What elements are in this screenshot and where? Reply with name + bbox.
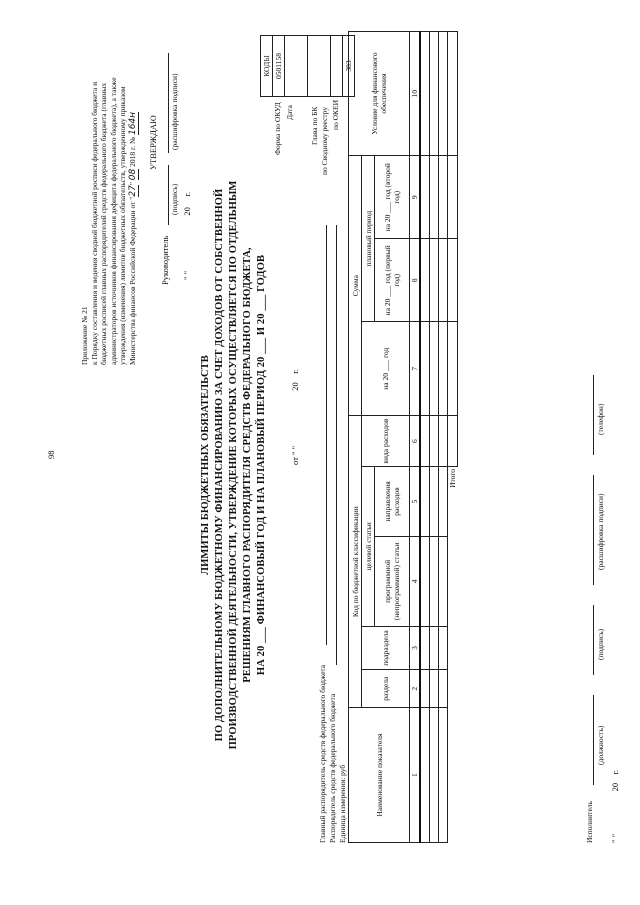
unit-label: Единица измерения: руб <box>338 764 347 843</box>
approval-date: " " 20 г. <box>182 191 192 280</box>
doc-title-1: ЛИМИТЫ БЮДЖЕТНЫХ ОБЯЗАТЕЛЬСТВ <box>200 355 211 575</box>
appendix-line: утверждения (изменения) лимитов бюджетных обязательств, утвержденному приказом <box>118 86 127 365</box>
col-plan1: на 20 ___ год (первый год) <box>375 239 410 322</box>
total-row <box>447 32 457 843</box>
limits-table <box>348 31 458 843</box>
decode-caption-footer: (расшифровка подписи) <box>596 493 605 570</box>
col-year: на 20 ___ год <box>362 322 410 416</box>
okei-label: по ОКЕИ <box>331 99 340 130</box>
phone-caption: (телефон) <box>596 403 605 435</box>
col-direction: направления расходов <box>375 466 410 536</box>
handwritten-day: 27 <box>127 185 138 197</box>
footer-date: " " 20 г. <box>610 769 620 843</box>
sign-caption: (подпись) <box>170 183 179 215</box>
position-caption: (должность) <box>596 725 605 765</box>
appendix-line: администраторов источников финансирования дефицита федерального бюджета), а также <box>108 77 118 365</box>
appendix-line: Приложение № 21 <box>80 306 89 365</box>
approval-title: УТВЕРЖДАЮ <box>148 115 158 170</box>
handwritten-order-number: 164н <box>127 111 138 136</box>
appendix-line: Министерства финансов Российской Федерации от "27" 08 2018 г. № 164н <box>127 111 138 365</box>
head-label: Руководитель <box>160 235 170 285</box>
okud-value: 0501158 <box>273 36 285 97</box>
doc-title-4: РЕШЕНИЯМ ГЛАВНОГО РАСПОРЯДИТЕЛЯ СРЕДСТВ ФЕДЕРАЛЬНОГО БЮДЖЕТА, <box>242 247 253 683</box>
total-label: Итого <box>447 468 457 488</box>
reestr-label: по Сводному реестру <box>320 106 329 175</box>
table-row <box>429 32 438 843</box>
col-condition: Условие для финансового обеспечения <box>349 32 410 156</box>
doc-title-2: ПО ДОПОЛНИТЕЛЬНОМУ БЮДЖЕТНОМУ ФИНАНСИРОВАНИЮ ЗА СЧЕТ ДОХОДОВ ОТ СОБСТВЕННОЙ <box>214 188 225 742</box>
col-sum-group: Сумма <box>349 156 362 416</box>
appendix-line: бюджетных росписей главных распорядителей средств федерального бюджета (главных <box>99 82 108 365</box>
main-manager-label: Главный распорядитель средств федерального бюджета <box>318 664 327 843</box>
okei-value: 383 <box>343 36 355 97</box>
col-name-header: Наименование показателя <box>349 708 410 843</box>
okud-label: Форма по ОКУД <box>273 102 282 155</box>
doc-title-5: НА 20 ___ ФИНАНСОВЫЙ ГОД И НА ПЛАНОВЫЙ ПЕРИОД 20 ___ И 20 ___ ГОДОВ <box>256 254 267 676</box>
signature-caption: (подпись) <box>596 628 605 660</box>
bk-label: Глава по БК <box>310 106 319 145</box>
date-label: Дата <box>285 105 294 120</box>
executor-label: Исполнитель <box>585 801 594 843</box>
doc-date: от " " 20 г. <box>290 369 300 465</box>
manager-label: Распорядитель средств федерального бюджета <box>328 693 337 843</box>
handwritten-month: 08 <box>127 168 138 181</box>
col-podrazdel: подраздела <box>362 626 410 670</box>
page-number: 98 <box>46 450 56 459</box>
table-row <box>420 32 429 843</box>
col-plan-group: плановый период <box>362 156 375 322</box>
col-target-group: целевой статьи <box>362 466 375 626</box>
appendix-line: к Порядку составления и ведения сводной бюджетной росписи федерального бюджета и <box>89 81 99 365</box>
doc-title-3: ПРОИЗВОДСТВЕННОЙ ДЕЯТЕЛЬНОСТИ, УТВЕРЖДЕНИЕ КОТОРЫХ ОСУЩЕСТВЛЯЕТСЯ ПО ОТДЕЛЬНЫМ <box>228 180 239 750</box>
appendix-block <box>80 77 139 365</box>
col-vid: вида расходов <box>362 416 410 467</box>
codes-header: КОДЫ <box>261 36 273 97</box>
codes-table <box>260 35 355 97</box>
col-plan2: на 20 ___ год (второй год) <box>375 156 410 239</box>
col-program: программной (непрограммной) статьи <box>375 537 410 627</box>
column-number-row: 1 2 3 4 5 6 7 8 9 10 <box>410 32 421 843</box>
col-razdel: раздела <box>362 670 410 708</box>
col-code-group: Код по бюджетной классификации <box>349 416 362 708</box>
date-value <box>285 36 308 97</box>
decode-caption: (расшифровка подписи) <box>170 73 179 150</box>
table-row <box>438 32 447 843</box>
